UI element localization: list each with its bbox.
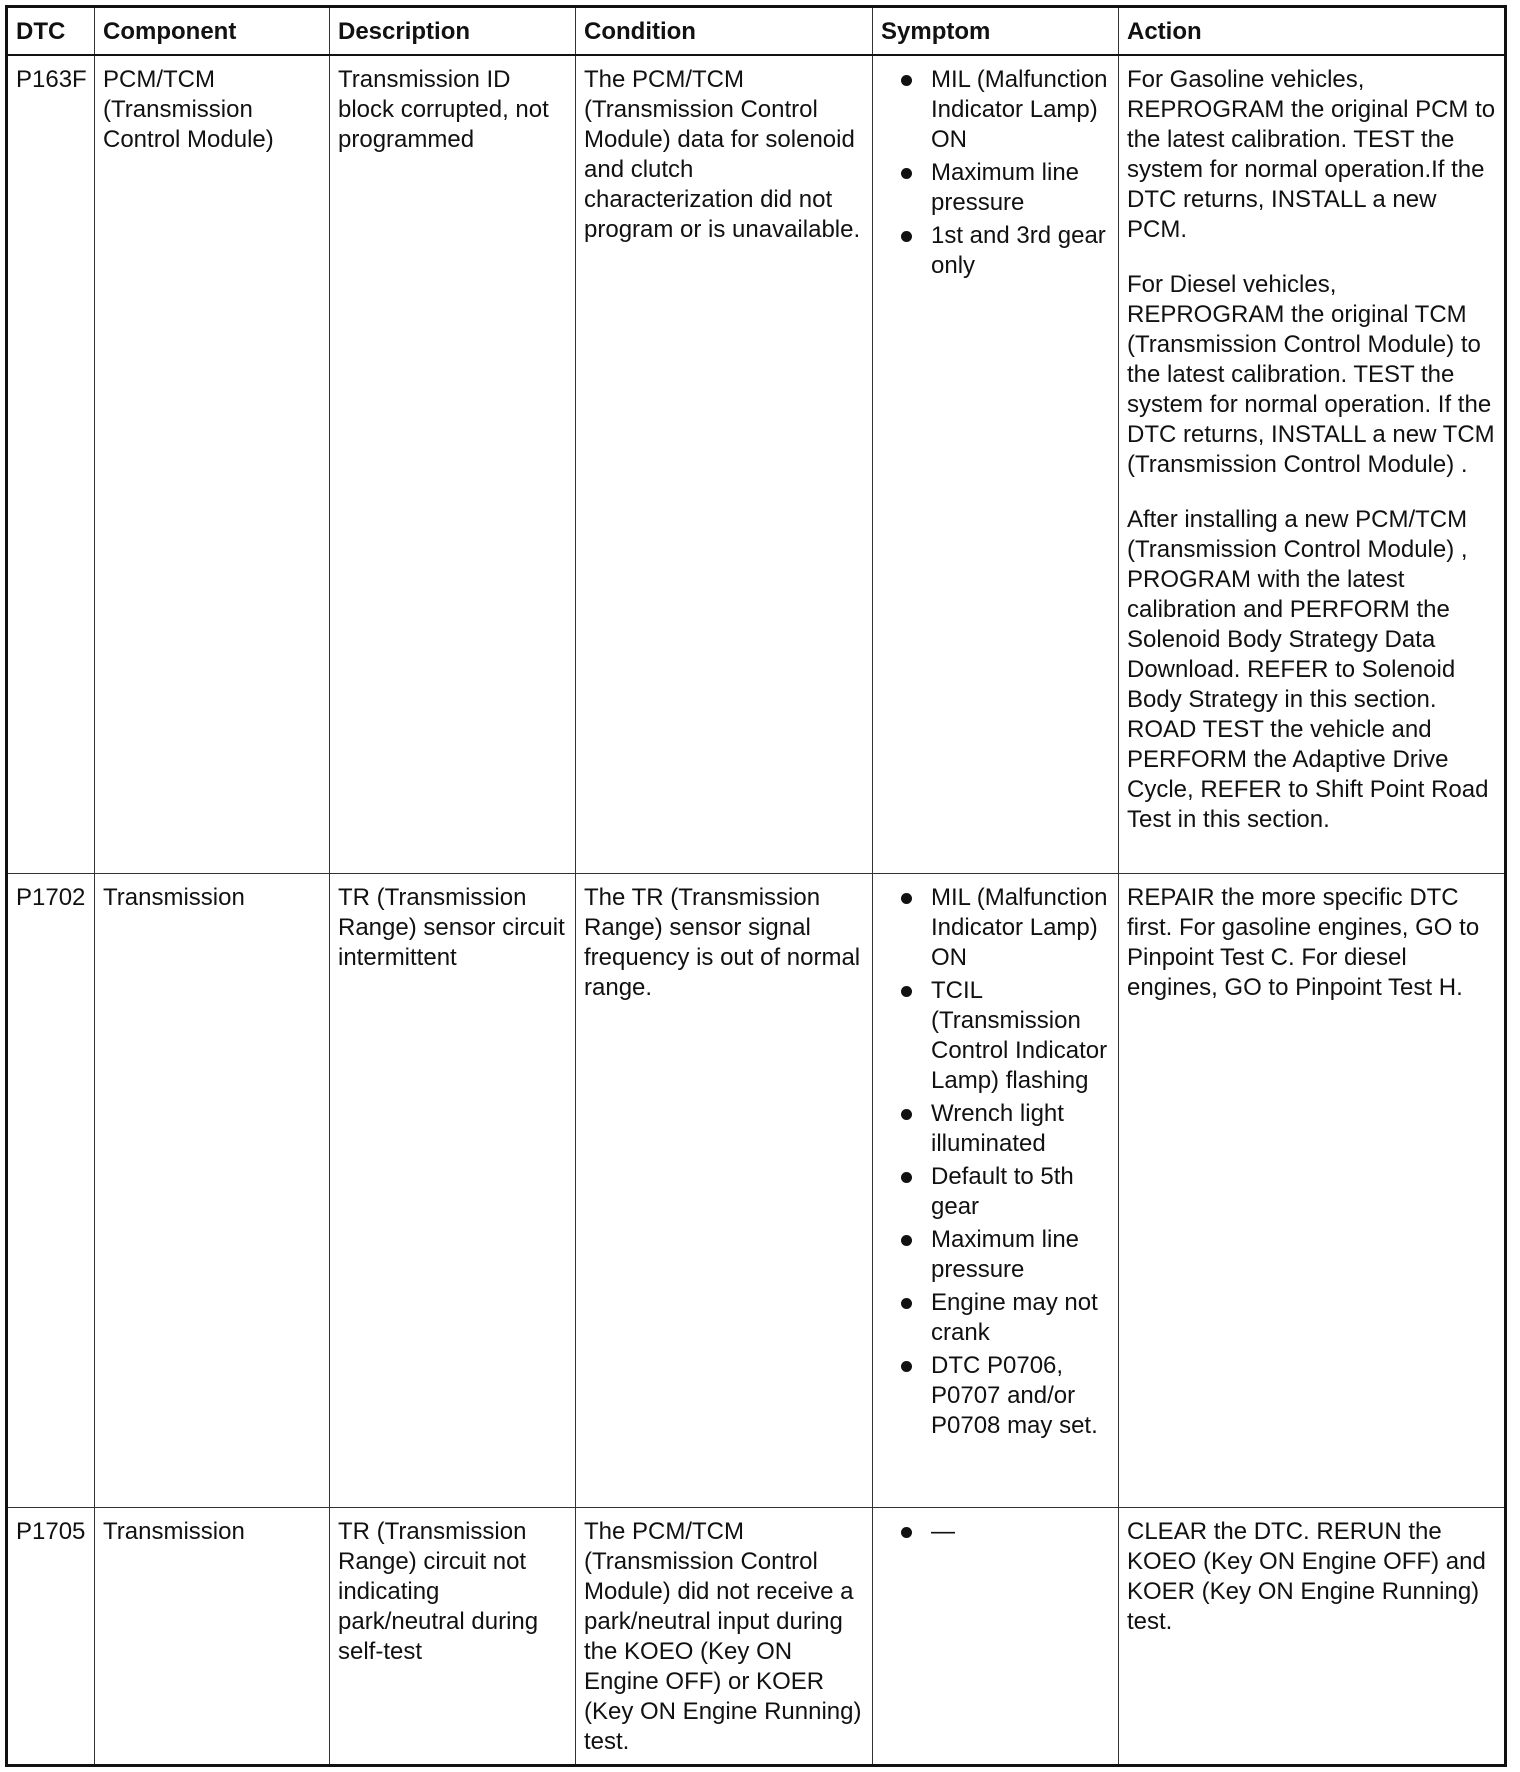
symptom-text: 1st and 3rd gear only xyxy=(931,222,1106,279)
bullet-icon xyxy=(901,986,912,997)
table-row xyxy=(7,873,1506,1507)
description-cell: Transmission ID block corrupted, not programmed xyxy=(330,55,576,873)
header-component: Component xyxy=(95,7,330,56)
header-condition: Condition xyxy=(576,7,873,56)
symptom-item xyxy=(879,221,1110,281)
symptom-list xyxy=(879,883,1110,1441)
symptom-text: — xyxy=(931,1517,955,1545)
action-cell xyxy=(1119,55,1506,873)
table-body xyxy=(7,55,1506,1765)
bullet-icon xyxy=(901,1172,912,1183)
action-paragraph: REPAIR the more specific DTC first. For gasoline engines, GO to Pinpoint Test C. For diesel engines, GO to Pinpoint Test H. xyxy=(1127,883,1480,1001)
bullet-icon xyxy=(901,893,912,904)
symptom-item xyxy=(879,883,1110,973)
symptom-text: DTC P0706, P0707 and/or P0708 may set. xyxy=(931,1351,1098,1439)
action-paragraph: CLEAR the DTC. RERUN the KOEO (Key ON Engine OFF) and KOER (Key ON Engine Running) test. xyxy=(1127,1517,1486,1635)
symptom-cell xyxy=(873,873,1119,1507)
symptom-item xyxy=(879,158,1110,218)
symptom-item xyxy=(879,1225,1110,1285)
component-cell: Transmission xyxy=(95,873,330,1507)
symptom-item xyxy=(879,1351,1110,1441)
table-row xyxy=(7,1507,1506,1765)
action-paragraph: For Gasoline vehicles, REPROGRAM the original PCM to the latest calibration. TEST the system for normal operation.If the DTC returns, INSTALL a new PCM. xyxy=(1127,66,1496,243)
bullet-icon xyxy=(901,1109,912,1120)
bullet-icon xyxy=(901,1235,912,1246)
component-cell: Transmission xyxy=(95,1507,330,1765)
bullet-icon xyxy=(901,1361,912,1372)
symptom-item xyxy=(879,1288,1110,1348)
symptom-cell xyxy=(873,1507,1119,1765)
description-cell: TR (Transmission Range) sensor circuit intermittent xyxy=(330,873,576,1507)
symptom-text: Engine may not crank xyxy=(931,1288,1098,1346)
action-paragraph: For Diesel vehicles, REPROGRAM the original TCM (Transmission Control Module) to the latest calibration. TEST the system for normal operation. If the DTC returns, INSTALL a new TCM (Transmission Control Module) . xyxy=(1127,271,1495,478)
action-cell xyxy=(1119,873,1506,1507)
symptom-list xyxy=(879,1517,1110,1547)
condition-cell: The PCM/TCM (Transmission Control Module) data for solenoid and clutch characterization did not program or is unavailable. xyxy=(576,55,873,873)
dtc-table xyxy=(5,5,1507,1767)
dtc-code: P1702 xyxy=(7,873,95,1507)
table-row xyxy=(7,55,1506,873)
component-cell: PCM/TCM (Transmission Control Module) xyxy=(95,55,330,873)
header-description: Description xyxy=(330,7,576,56)
symptom-text: Default to 5th gear xyxy=(931,1162,1074,1220)
bullet-icon xyxy=(901,231,912,242)
symptom-text: Wrench light illuminated xyxy=(931,1099,1064,1157)
symptom-text: Maximum line pressure xyxy=(931,159,1080,216)
dtc-code: P163F xyxy=(7,55,95,873)
symptom-item xyxy=(879,976,1110,1096)
symptom-list xyxy=(879,65,1110,281)
header-action: Action xyxy=(1119,7,1506,56)
symptom-item xyxy=(879,1099,1110,1159)
symptom-text: MIL (Malfunction Indicator Lamp) ON xyxy=(931,66,1108,153)
description-cell: TR (Transmission Range) circuit not indicating park/neutral during self-test xyxy=(330,1507,576,1765)
symptom-item xyxy=(879,1162,1110,1222)
bullet-icon xyxy=(901,1527,912,1538)
symptom-text: MIL (Malfunction Indicator Lamp) ON xyxy=(931,883,1108,971)
symptom-text: Maximum line pressure xyxy=(931,1225,1080,1283)
condition-cell: The TR (Transmission Range) sensor signal frequency is out of normal range. xyxy=(576,873,873,1507)
bullet-icon xyxy=(901,168,912,179)
symptom-item xyxy=(879,65,1110,155)
bullet-icon xyxy=(901,75,912,86)
table-header xyxy=(7,7,1506,56)
action-paragraph: After installing a new PCM/TCM (Transmission Control Module) , PROGRAM with the latest calibration and PERFORM the Solenoid Body Strategy Data Download. REFER to Solenoid Body Strategy in this section. ROAD TEST the vehicle and PERFORM the Adaptive Drive Cycle, REFER to Shift Point Road Test in this section. xyxy=(1127,506,1489,833)
symptom-item xyxy=(879,1517,1110,1547)
condition-cell: The PCM/TCM (Transmission Control Module) did not receive a park/neutral input during the KOEO (Key ON Engine OFF) or KOER (Key ON Engine Running) test. xyxy=(576,1507,873,1765)
header-row xyxy=(7,7,1506,56)
header-symptom: Symptom xyxy=(873,7,1119,56)
header-dtc: DTC xyxy=(7,7,95,56)
action-cell xyxy=(1119,1507,1506,1765)
symptom-text: TCIL (Transmission Control Indicator Lamp) flashing xyxy=(931,976,1108,1094)
symptom-cell xyxy=(873,55,1119,873)
dtc-code: P1705 xyxy=(7,1507,95,1765)
bullet-icon xyxy=(901,1298,912,1309)
